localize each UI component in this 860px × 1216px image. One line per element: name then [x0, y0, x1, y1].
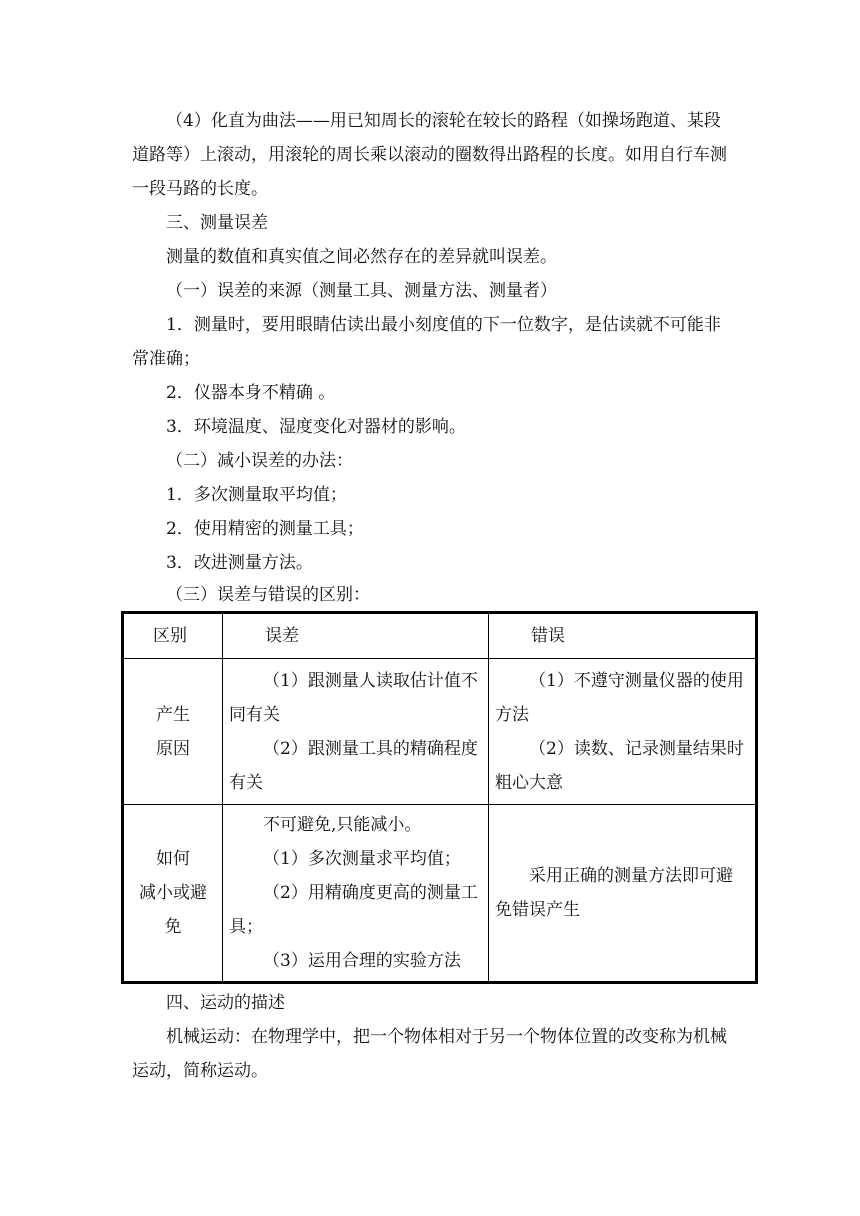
motion-line-1: 机械运动：在物理学中，把一个物体相对于另一个物体位置的改变称为机械: [166, 1027, 727, 1047]
reduce-2: 2．使用精密的测量工具；: [166, 519, 364, 539]
reduce-3: 3．改进测量方法。: [166, 553, 313, 573]
source-1-line-2: 常准确；: [132, 349, 200, 369]
source-3: 3．环境温度、湿度变化对器材的影响。: [166, 417, 466, 437]
error-definition: 测量的数值和真实值之间必然存在的差异就叫误差。: [166, 247, 557, 267]
section-3-heading: 三、测量误差: [166, 213, 268, 233]
source-1-line-1: 1．测量时，要用眼睛估读出最小刻度值的下一位数字，是估读就不可能非: [166, 315, 721, 335]
error-sources-heading: （一）误差的来源（测量工具、测量方法、测量者）: [166, 281, 557, 301]
method-4-line-1: （4）化直为曲法——用已知周长的滚轮在较长的路程（如操场跑道、某段: [166, 111, 721, 131]
method-4-line-2: 道路等）上滚动，用滚轮的周长乘以滚动的圈数得出路程的长度。如用自行车测: [132, 145, 727, 165]
header-difference: 区别: [123, 613, 223, 659]
row-label-cause: 产生 原因: [123, 659, 223, 805]
table-header-row: [123, 613, 757, 659]
method-4-line-3: 一段马路的长度。: [132, 179, 268, 199]
cause-mistake-cell: （1）不遵守测量仪器的使用 方法 （2）读数、记录测量结果时 粗心大意: [489, 659, 757, 805]
row-label-avoid: 如何 减小或避 免: [123, 805, 223, 983]
avoid-mistake-cell: 采用正确的测量方法即可避 免错误产生: [489, 805, 757, 983]
cause-error-cell: （1）跟测量人读取估计值不 同有关 （2）跟测量工具的精确程度 有关: [223, 659, 489, 805]
header-error: 误差: [223, 613, 489, 659]
source-2: 2．仪器本身不精确 。: [166, 383, 336, 403]
avoid-error-cell: 不可避免,只能减小。 （1）多次测量求平均值； （2）用精确度更高的测量工 具； （3）运用合理的实验方法: [223, 805, 489, 983]
header-mistake: 错误: [489, 613, 757, 659]
table-row-avoid: [123, 805, 757, 983]
error-vs-mistake-table: [121, 611, 758, 984]
reduce-1: 1．多次测量取平均值；: [166, 485, 347, 505]
motion-line-2: 运动，简称运动。: [132, 1061, 268, 1081]
section-4-heading: 四、运动的描述: [166, 993, 285, 1013]
reduce-error-heading: （二）减小误差的办法：: [166, 451, 353, 471]
difference-heading: （三）误差与错误的区别：: [166, 585, 370, 605]
table-row-cause: [123, 659, 757, 805]
